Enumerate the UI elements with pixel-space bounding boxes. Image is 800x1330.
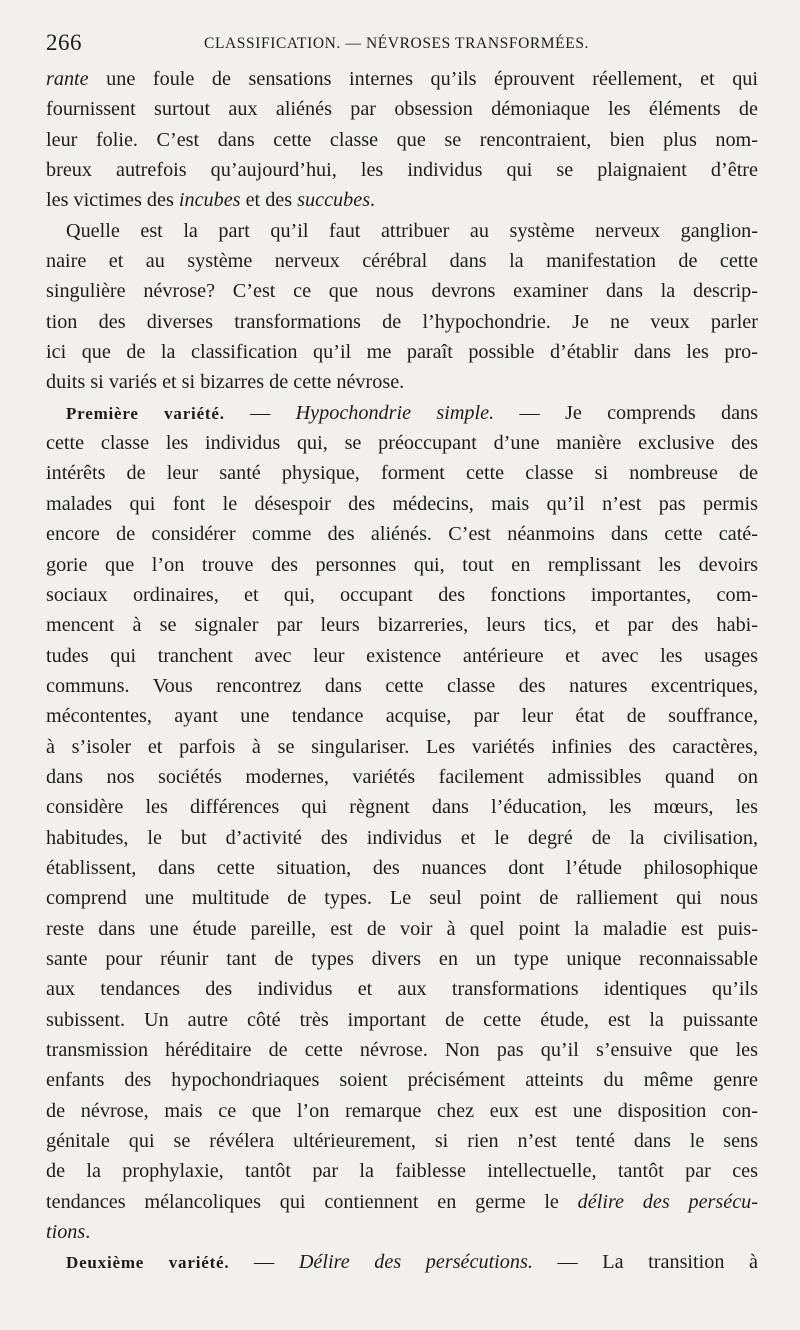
text-line: à s’isoler et parfois à se singulariser. Les variétés infinies des caractères, — [46, 735, 758, 758]
text-line: communs. Vous rencontrez dans cette classe des natures excentriques, — [46, 674, 758, 697]
text-line: habitudes, le but d’activité des individus et le degré de la civilisation, — [46, 826, 758, 849]
body-text — [46, 64, 758, 1278]
text-line: aux tendances des individus et aux transformations identiques qu’ils — [46, 978, 758, 1001]
section-heading-line: Deuxième variété. — Délire des persécutions. — La transition à — [66, 1251, 758, 1274]
text-line: tudes qui tranchent avec leur existence antérieure et avec les usages — [46, 644, 758, 667]
text-line: fournissent surtout aux aliénés par obsession démoniaque les éléments de — [46, 98, 758, 121]
text-line: subissent. Un autre côté très important de cette étude, est la puissante — [46, 1008, 758, 1031]
text-line: cette classe les individus qui, se préoccupant d’une manière exclusive des — [46, 432, 758, 455]
variety-heading: Première variété. — [66, 403, 225, 423]
text-line: singulière névrose? C’est ce que nous devrons examiner dans la descrip- — [46, 280, 758, 303]
text-line: tion des diverses transformations de l’hypochondrie. Je ne veux parler — [46, 310, 758, 333]
text-line: Quelle est la part qu’il faut attribuer au système nerveux ganglion- — [66, 219, 758, 242]
text-line: mencent à se signaler par leurs bizarreries, leurs tics, et par des habi- — [46, 614, 758, 637]
text-line: sociaux ordinaires, et qui, occupant des fonctions importantes, com- — [46, 583, 758, 606]
text-line: encore de considérer comme des aliénés. C’est néanmoins dans cette caté- — [46, 523, 758, 546]
text-line: comprend une multitude de types. Le seul point de ralliement qui nous — [46, 887, 758, 910]
running-head: CLASSIFICATION. — NÉVROSES TRANSFORMÉES. — [204, 35, 590, 52]
section-heading-line: Première variété. — Hypochondrie simple. — Je comprends dans — [66, 401, 758, 424]
text-line: naire et au système nerveux cérébral dans la manifestation de cette — [46, 250, 758, 273]
text-line: tions. — [46, 1221, 91, 1244]
text-line: sante pour réunir tant de types divers en un type unique reconnaissable — [46, 947, 758, 970]
page-number: 266 — [46, 30, 82, 55]
text-line: ici que de la classification qu’il me paraît possible d’établir dans les pro- — [46, 341, 758, 364]
text-line: génitale qui se révélera ultérieurement, si rien n’est tenté dans le sens — [46, 1130, 758, 1153]
text-line: enfants des hypochondriaques soient précisément atteints du même genre — [46, 1069, 758, 1092]
text-line: gorie que l’on trouve des personnes qui, tout en remplissant les devoirs — [46, 553, 758, 576]
page-header — [46, 30, 758, 58]
variety-heading: Deuxième variété. — [66, 1253, 230, 1273]
text-line: les victimes des incubes et des succubes. — [46, 189, 376, 212]
text-line: breux autrefois qu’aujourd’hui, les individus qui se plaignaient d’être — [46, 159, 758, 182]
text-line: considère les différences qui règnent dans l’éducation, les mœurs, les — [46, 796, 758, 819]
text-line: mécontentes, ayant une tendance acquise, par leur état de souffrance, — [46, 705, 758, 728]
text-line: intérêts de leur santé physique, forment cette classe si nombreuse de — [46, 462, 758, 485]
text-line: de névrose, mais ce que l’on remarque chez eux est une disposition con- — [46, 1099, 758, 1122]
text-line: rante une foule de sensations internes qu’ils éprouvent réellement, et qui — [46, 68, 758, 90]
text-line: leur folie. C’est dans cette classe que se rencontraient, bien plus nom- — [46, 128, 758, 151]
text-line: de la prophylaxie, tantôt par la faiblesse intellectuelle, tantôt par ces — [46, 1160, 758, 1183]
text-line: reste dans une étude pareille, est de voir à quel point la maladie est puis- — [46, 917, 758, 940]
text-line: duits si variés et si bizarres de cette névrose. — [46, 371, 405, 394]
text-line: dans nos sociétés modernes, variétés facilement admissibles quand on — [46, 765, 758, 788]
text-line: transmission héréditaire de cette névrose. Non pas qu’il s’ensuive que les — [46, 1039, 758, 1061]
text-line: établissent, dans cette situation, des nuances dont l’étude philosophique — [46, 856, 758, 879]
text-line: malades qui font le désespoir des médecins, mais qu’il n’est pas permis — [46, 492, 758, 515]
text-line: tendances mélancoliques qui contiennent en germe le délire des persécu- — [46, 1190, 758, 1213]
